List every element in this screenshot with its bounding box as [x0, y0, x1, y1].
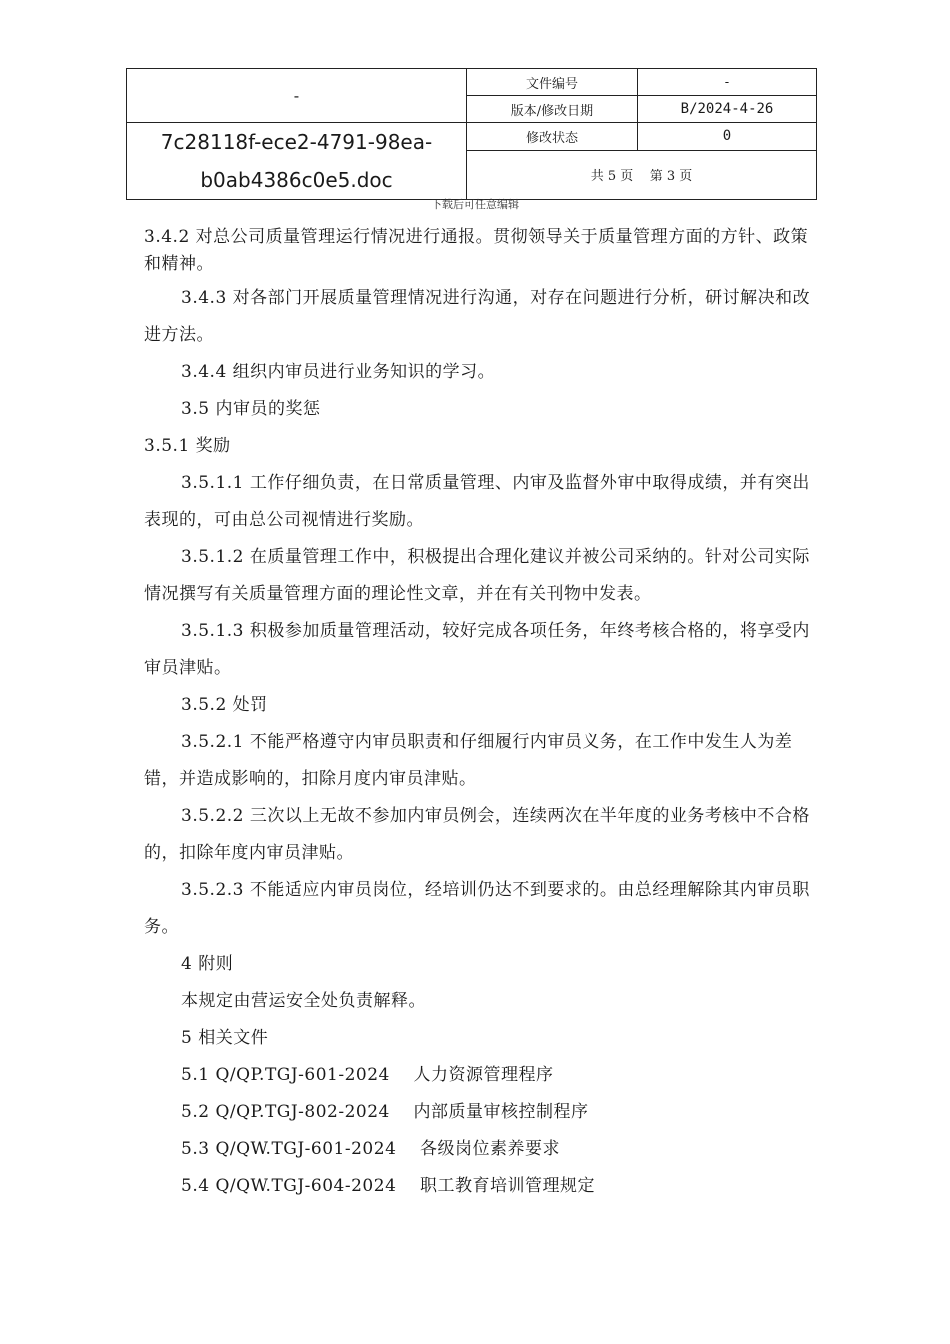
version-date-label: 版本/修改日期: [467, 96, 638, 123]
paragraph-3-5-2-3: 3.5.2.3 不能适应内审员岗位，经培训仍达不到要求的。由总经理解除其内审员职务。: [144, 880, 810, 937]
page-count-info: 共 5 页 第 3 页: [467, 150, 817, 199]
heading-3-5-1: 3.5.1 奖励: [144, 436, 231, 456]
paragraph-3-5-1-2: 3.5.1.2 在质量管理工作中，积极提出合理化建议并被公司采纳的。针对公司实际情况撰写有关质量管理方面的理论性文章，并在有关刊物中发表。: [144, 547, 810, 604]
related-doc-5-1: 5.1 Q/QP.TGJ-601-2024 人力资源管理程序: [181, 1065, 554, 1085]
document-filename-line2: b0ab4386c0e5.doc: [200, 168, 393, 192]
paragraph-3-5-1-3: 3.5.1.3 积极参加质量管理活动，较好完成各项任务，年终考核合格的，将享受内审员津贴。: [144, 621, 810, 678]
paragraph-3-5-2-1: 3.5.2.1 不能严格遵守内审员职责和仔细履行内审员义务，在工作中发生人为差错，并造成影响的，扣除月度内审员津贴。: [144, 732, 793, 789]
document-filename-line1: 7c28118f-ece2-4791-98ea-: [160, 130, 433, 154]
document-header-table: [126, 68, 817, 200]
document-body: [144, 224, 816, 1205]
heading-5: 5 相关文件: [181, 1028, 269, 1048]
heading-3-5-2: 3.5.2 处罚: [181, 695, 268, 715]
paragraph-3-4-3: 3.4.3 对各部门开展质量管理情况进行沟通，对存在问题进行分析，研讨解决和改进方法。: [144, 288, 811, 345]
heading-4: 4 附则: [181, 954, 234, 974]
paragraph-3-5-1-1: 3.5.1.1 工作仔细负责，在日常质量管理、内审及监督外审中取得成绩，并有突出表现的，可由总公司视情进行奖励。: [144, 473, 810, 530]
revision-status-label: 修改状态: [467, 123, 638, 151]
heading-3-5: 3.5 内审员的奖惩: [181, 399, 321, 419]
paragraph-3-5-2-2: 3.5.2.2 三次以上无故不参加内审员例会，连续两次在半年度的业务考核中不合格的，扣除年度内审员津贴。: [144, 806, 810, 863]
related-doc-5-2: 5.2 Q/QP.TGJ-802-2024 内部质量审核控制程序: [181, 1102, 589, 1122]
document-filename: [127, 123, 467, 200]
paragraph-4-explanation: 本规定由营运安全处负责解释。: [181, 991, 426, 1011]
header-left-top: -: [127, 69, 467, 123]
file-number-label: 文件编号: [467, 69, 638, 96]
paragraph-3-4-4: 3.4.4 组织内审员进行业务知识的学习。: [181, 362, 496, 382]
related-doc-5-4: 5.4 Q/QW.TGJ-604-2024 职工教育培训管理规定: [181, 1176, 595, 1196]
related-doc-5-3: 5.3 Q/QW.TGJ-601-2024 各级岗位素养要求: [181, 1139, 560, 1159]
download-note: 下载后可任意编辑: [431, 198, 519, 211]
file-number-value: -: [638, 69, 817, 96]
paragraph-3-4-2: 3.4.2 对总公司质量管理运行情况进行通报。贯彻领导关于质量管理方面的方针、政策和精神。: [144, 227, 809, 274]
revision-status-value: 0: [638, 123, 817, 151]
version-date-value: B/2024-4-26: [638, 96, 817, 123]
